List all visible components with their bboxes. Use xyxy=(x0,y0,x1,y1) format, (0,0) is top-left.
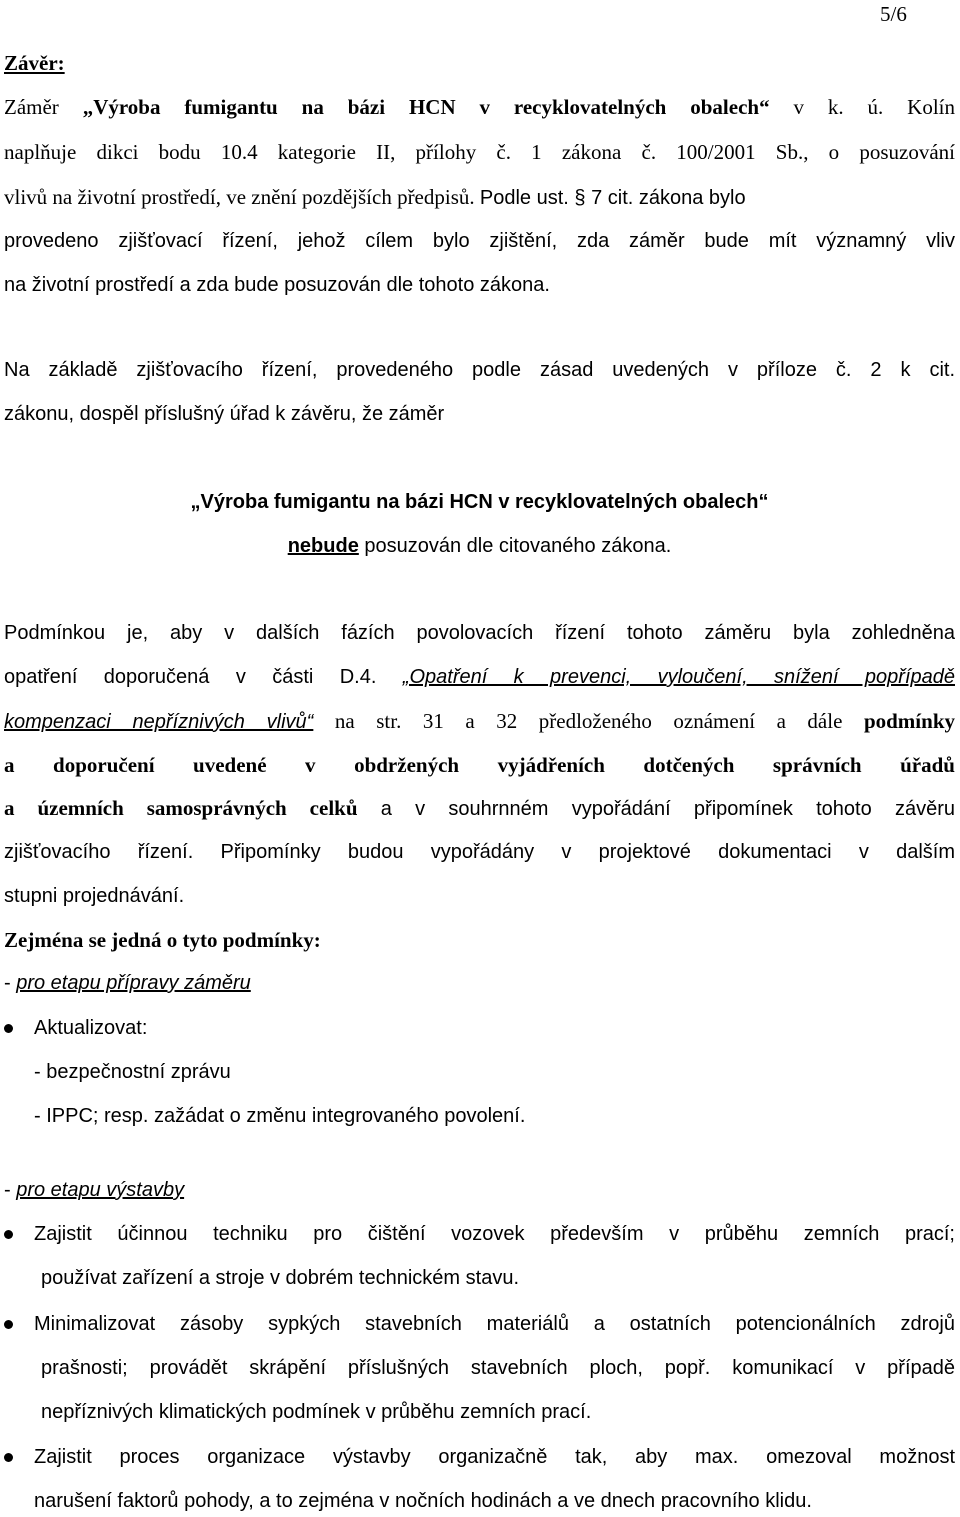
stage2-bullet2-line2: prašnosti; provádět skrápění příslušných stavebních ploch, popř. komunikací v případě xyxy=(41,1357,955,1379)
bullet-icon xyxy=(4,1024,13,1033)
page-number: 5/6 xyxy=(880,2,907,26)
stage2-bullet2-line3: nepříznivých klimatických podmínek v průběhu zemních prací. xyxy=(41,1401,592,1423)
stage2-bullet2-line1: Minimalizovat zásoby sypkých stavebních materiálů a ostatních potencionálních zdrojů xyxy=(34,1313,955,1335)
para1-line3: vlivů na životní prostředí, ve znění pozdějších předpisů. Podle ust. § 7 cit. zákona bylo xyxy=(4,185,746,209)
stage2-heading: - pro etapu výstavby xyxy=(4,1179,185,1201)
para3-line2: opatření doporučená v části D.4. „Opatření k prevenci, vyloučení, snížení popřípadě xyxy=(4,666,955,688)
bullet-icon xyxy=(4,1453,13,1462)
stage1-sub1: - bezpečnostní zprávu xyxy=(34,1061,231,1083)
para2-line1: Na základě zjišťovacího řízení, provedeného podle zásad uvedených v příloze č. 2 k cit. xyxy=(4,359,955,381)
nebude-word: nebude xyxy=(287,535,359,557)
conclusion-heading: Závěr: xyxy=(4,51,65,75)
para1-line4: provedeno zjišťovací řízení, jehož cílem bylo zjištění, zda záměr bude mít významný vliv xyxy=(4,230,955,252)
para3-line7: stupni projednávání. xyxy=(4,885,185,907)
conclusion-project-title: „Výroba fumigantu na bázi HCN v recyklovatelných obalech“ xyxy=(190,491,769,513)
bullet-icon xyxy=(4,1320,13,1329)
para3-line5: a územních samosprávných celků a v souhrnném vypořádání připomínek tohoto závěru xyxy=(4,796,955,820)
para1-line2: naplňuje dikci bodu 10.4 kategorie II, přílohy č. 1 zákona č. 100/2001 Sb., o posuzování xyxy=(4,140,955,164)
stage2-bullet1-line2: používat zařízení a stroje v dobrém technickém stavu. xyxy=(41,1267,519,1289)
project-name: „Výroba fumigantu na bázi HCN v recyklovatelných obalech“ xyxy=(82,95,770,119)
stage2-bullet1-line1: Zajistit účinnou techniku pro čištění vozovek především v průběhu zemních prací; xyxy=(34,1223,955,1245)
stage1-sub2: - IPPC; resp. zažádat o změnu integrovaného povolení. xyxy=(34,1105,526,1127)
section-title-part1: „Opatření k prevenci, vyloučení, snížení popřípadě xyxy=(402,666,955,688)
para1-line1: Záměr „Výroba fumigantu na bázi HCN v recyklovatelných obalech“ v k. ú. Kolín xyxy=(4,95,956,119)
para3-line3: kompenzaci nepříznivých vlivů“ na str. 31 a 32 předloženého oznámení a dále podmínky xyxy=(4,709,955,733)
bullet-icon xyxy=(4,1230,13,1239)
conclusion-statement: nebude posuzován dle citovaného zákona. xyxy=(287,535,672,557)
stage2-bullet3-line2: narušení faktorů pohody, a to zejména v nočních hodinách a ve dnech pracovního klidu. xyxy=(34,1490,812,1512)
stage2-bullet3-line1: Zajistit proces organizace výstavby organizačně tak, aby max. omezoval možnost xyxy=(34,1446,955,1468)
section-title-part2: kompenzaci nepříznivých vlivů“ xyxy=(4,711,314,733)
para2-line2: zákonu, dospěl příslušný úřad k závěru, že záměr xyxy=(4,403,445,425)
para3-line4: a doporučení uvedené v obdržených vyjádřeních dotčených správních úřadů xyxy=(4,753,955,777)
para1-line5: na životní prostředí a zda bude posuzován dle tohoto zákona. xyxy=(4,274,550,296)
stage1-bullet: Aktualizovat: xyxy=(34,1017,148,1039)
conditions-heading: Zejména se jedná o tyto podmínky: xyxy=(4,928,321,952)
para3-line6: zjišťovacího řízení. Připomínky budou vypořádány v projektové dokumentaci v dalším xyxy=(4,841,955,863)
stage1-heading: - pro etapu přípravy záměru xyxy=(4,972,251,994)
para3-line1: Podmínkou je, aby v dalších fázích povolovacích řízení tohoto záměru byla zohledněna xyxy=(4,622,955,644)
